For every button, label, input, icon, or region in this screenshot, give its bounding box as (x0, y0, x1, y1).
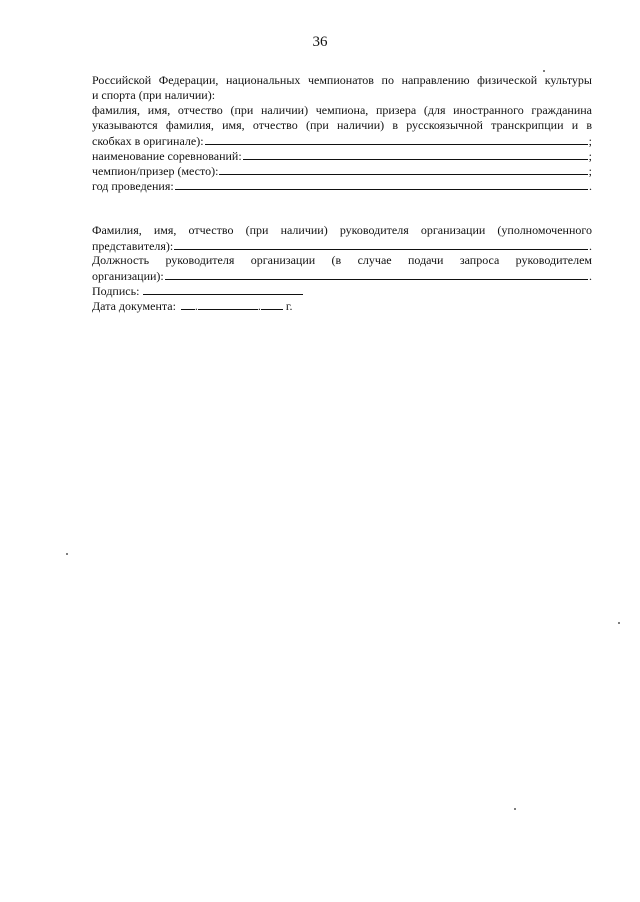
position-field (92, 268, 592, 283)
scan-speck (618, 622, 620, 624)
blank-line (165, 268, 588, 280)
place-field (92, 163, 592, 178)
signature-field (92, 283, 592, 298)
text-line: и спорта (при наличии): (92, 88, 216, 102)
blank-line (143, 283, 303, 295)
text-line: указываются фамилия, имя, отчество (при наличии) в русскоязычной транскрипции и в (92, 118, 592, 132)
scan-speck (66, 553, 68, 555)
date-suffix: г. (285, 299, 293, 313)
blank-line (205, 133, 588, 145)
text-line: Фамилия, имя, отчество (при наличии) руководителя организации (уполномоченного (92, 223, 592, 237)
scan-speck (514, 808, 516, 810)
form-section-head (92, 223, 592, 313)
field-label: скобках в оригинале): (92, 134, 204, 148)
field-label: Дата документа: (92, 299, 176, 313)
field-label: представителя): (92, 239, 174, 253)
blank-line (261, 298, 283, 310)
field-end: . (589, 269, 592, 283)
field-label: наименование соревнований: (92, 149, 242, 163)
date-field (92, 298, 592, 313)
field-end: ; (588, 164, 592, 178)
field-label: организации): (92, 269, 164, 283)
blank-line (175, 178, 588, 190)
form-section-champion (92, 73, 592, 193)
blank-line (174, 238, 588, 250)
date-separator: . (257, 299, 261, 313)
field-label: чемпион/призер (место): (92, 164, 219, 178)
blank-line (181, 298, 195, 310)
field-label: год проведения: (92, 179, 174, 193)
head-name-field (92, 238, 592, 253)
field-label: Подпись: (92, 284, 140, 298)
blank-line (219, 163, 587, 175)
text-line: Должность руководителя организации (в случае подачи запроса руководителем (92, 253, 592, 267)
text-line: фамилия, имя, отчество (при наличии) чемпиона, призера (для иностранного гражданина (92, 103, 592, 117)
blank-line (198, 298, 258, 310)
field-end: ; (588, 149, 592, 163)
field-end: . (589, 239, 592, 253)
scan-speck (543, 70, 545, 72)
blank-line (243, 148, 588, 160)
field-end: . (589, 179, 592, 193)
year-field (92, 178, 592, 193)
champion-name-field (92, 133, 592, 148)
page-number: 36 (312, 34, 328, 50)
text-line: Российской Федерации, национальных чемпионатов по направлению физической культуры (92, 73, 592, 87)
date-separator: . (194, 299, 198, 313)
field-end: ; (588, 134, 592, 148)
competition-field (92, 148, 592, 163)
